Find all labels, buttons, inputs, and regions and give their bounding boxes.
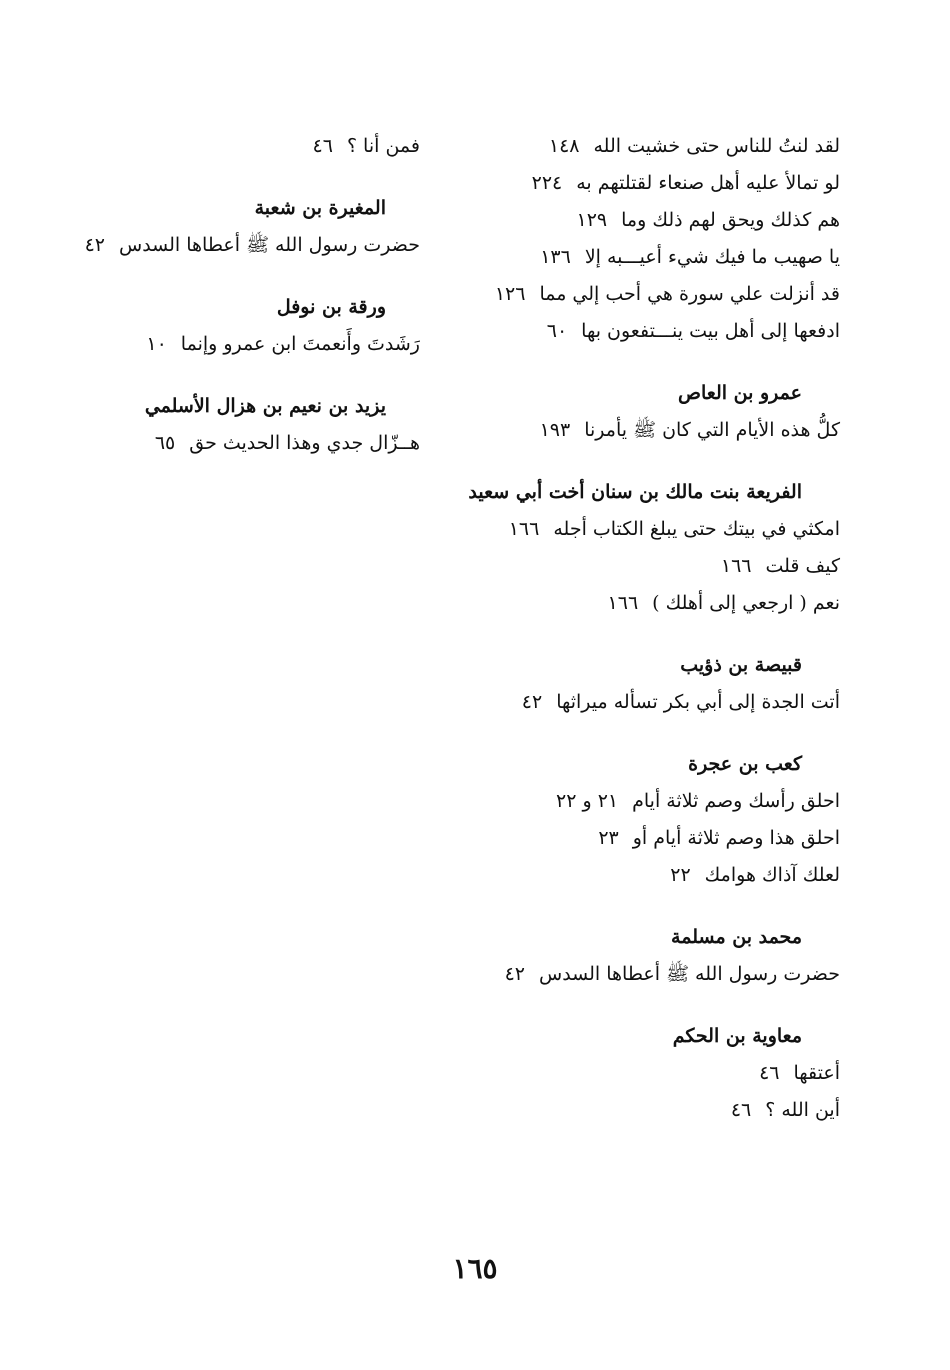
entry-text: أعتقها: [793, 1062, 840, 1084]
entry-text: احلق رأسك وصم ثلاثة أيام: [632, 790, 840, 812]
narrator-heading: عمرو بن العاص: [678, 382, 802, 404]
entry-text: نعم ( ارجعي إلى أهلك ): [652, 592, 840, 614]
index-section: [84, 190, 420, 264]
entry-text: ادفعها إلى أهل بيت ينـــتفعون بها: [581, 320, 840, 342]
index-entry: [510, 239, 840, 276]
entry-text: حضرت رسول الله ﷺ أعطاها السدس: [539, 963, 840, 985]
entry-page-ref: ١٤٨: [548, 135, 580, 157]
entry-page-ref: ١٣٦: [540, 246, 571, 268]
entry-text: امكثي في بيتك حتى يبلغ الكتاب أجله: [553, 518, 840, 540]
entry-page-ref: ٢٢: [670, 864, 691, 886]
entry-page-ref: ٤٦: [730, 1099, 752, 1121]
index-entry: [510, 820, 840, 857]
index-entry: [510, 783, 840, 820]
entry-page-ref: ٤٢: [84, 234, 105, 256]
index-section: [110, 289, 420, 363]
index-section: [468, 474, 840, 622]
narrator-heading: الفريعة بنت مالك بن سنان أخت أبي سعيد: [468, 481, 802, 503]
narrator-heading: يزيد بن نعيم بن هزال الأسلمي: [144, 395, 386, 417]
entry-page-ref: ١٠: [146, 333, 167, 355]
index-entry: [510, 128, 840, 165]
entry-text: كلُّ هذه الأيام التي كان ﷺ يأمرنا: [584, 419, 840, 441]
narrator-heading: كعب بن عجرة: [688, 753, 802, 775]
entry-text: لعلك آذاك هوامك: [704, 864, 840, 886]
index-section: [510, 647, 840, 721]
entry-page-ref: ٦٠: [546, 320, 568, 342]
index-entry: [510, 857, 840, 894]
narrator-heading: قبيصة بن ذؤيب: [680, 654, 802, 676]
entry-text: لقد لنتُ للناس حتى خشيت الله: [593, 135, 840, 157]
entry-page-ref: ١٦٦: [720, 555, 752, 577]
index-section: [510, 1018, 840, 1129]
index-entry: [510, 511, 840, 548]
entry-text: رَشَدتَ وأَنعمتَ ابن عمرو وإنما: [180, 333, 420, 355]
index-entry: [510, 1092, 840, 1129]
index-entry: [510, 548, 840, 585]
entry-text: كيف قلت: [765, 555, 840, 577]
index-entry: [494, 276, 840, 313]
index-entry: [84, 227, 420, 264]
index-entry: [510, 202, 840, 239]
page-number: ١٦٥: [452, 1252, 498, 1285]
index-entry: [510, 585, 840, 622]
narrator-heading: المغيرة بن شعبة: [254, 197, 386, 219]
entry-text: قد أنزلت علي سورة هي أحب إلي مما: [539, 283, 840, 305]
index-entry: [110, 425, 420, 462]
index-entry: [110, 326, 420, 363]
entry-page-ref: ٤٢: [521, 691, 543, 713]
index-entry: [510, 684, 840, 721]
entry-page-ref: ١٩٣: [539, 419, 571, 441]
index-section: [494, 128, 840, 350]
left-column: [84, 128, 420, 487]
index-entry: [504, 956, 840, 993]
entry-text: فمن أنا ؟: [346, 135, 420, 157]
index-entry: [510, 313, 840, 350]
entry-page-ref: ٦٥: [154, 432, 176, 454]
entry-page-ref: ١٢٩: [576, 209, 608, 231]
narrator-heading: ورقة بن نوفل: [276, 296, 386, 318]
entry-page-ref: ٤٢: [504, 963, 525, 985]
index-entry: [110, 128, 420, 165]
index-section: [510, 746, 840, 894]
entry-text: لو تمالأ عليه أهل صنعاء لقتلتهم به: [576, 172, 840, 194]
entry-text: حضرت رسول الله ﷺ أعطاها السدس: [119, 234, 420, 256]
entry-page-ref: ١٢٦: [494, 283, 526, 305]
entry-text: احلق هذا وصم ثلاثة أيام أو: [632, 827, 840, 849]
entry-text: هــزّال جدي وهذا الحديث حق: [189, 432, 420, 454]
entry-text: أتت الجدة إلى أبي بكر تسأله ميراثها: [556, 691, 840, 713]
index-entry: [510, 412, 840, 449]
index-entry: [510, 1055, 840, 1092]
entry-text: هم كذلك ويحق لهم ذلك وما: [621, 209, 840, 231]
entry-page-ref: ١٦٦: [607, 592, 639, 614]
entry-text: يا صهيب ما فيك شيء أعيـــبه إلا: [584, 246, 840, 268]
index-section: [504, 919, 840, 993]
index-entry: [510, 165, 840, 202]
narrator-heading: معاوية بن الحكم: [672, 1025, 802, 1047]
entry-page-ref: ٢١ و ٢٢: [556, 790, 619, 812]
entry-page-ref: ١٦٦: [508, 518, 540, 540]
entry-page-ref: ٤٦: [312, 135, 333, 157]
entry-text: أين الله ؟: [765, 1099, 840, 1121]
index-section: [110, 388, 420, 462]
entry-page-ref: ٤٦: [759, 1062, 780, 1084]
entry-page-ref: ٢٢٤: [531, 172, 563, 194]
index-section: [110, 128, 420, 165]
right-column: [468, 128, 840, 1154]
narrator-heading: محمد بن مسلمة: [671, 926, 802, 948]
entry-page-ref: ٢٣: [598, 827, 619, 849]
index-section: [510, 375, 840, 449]
